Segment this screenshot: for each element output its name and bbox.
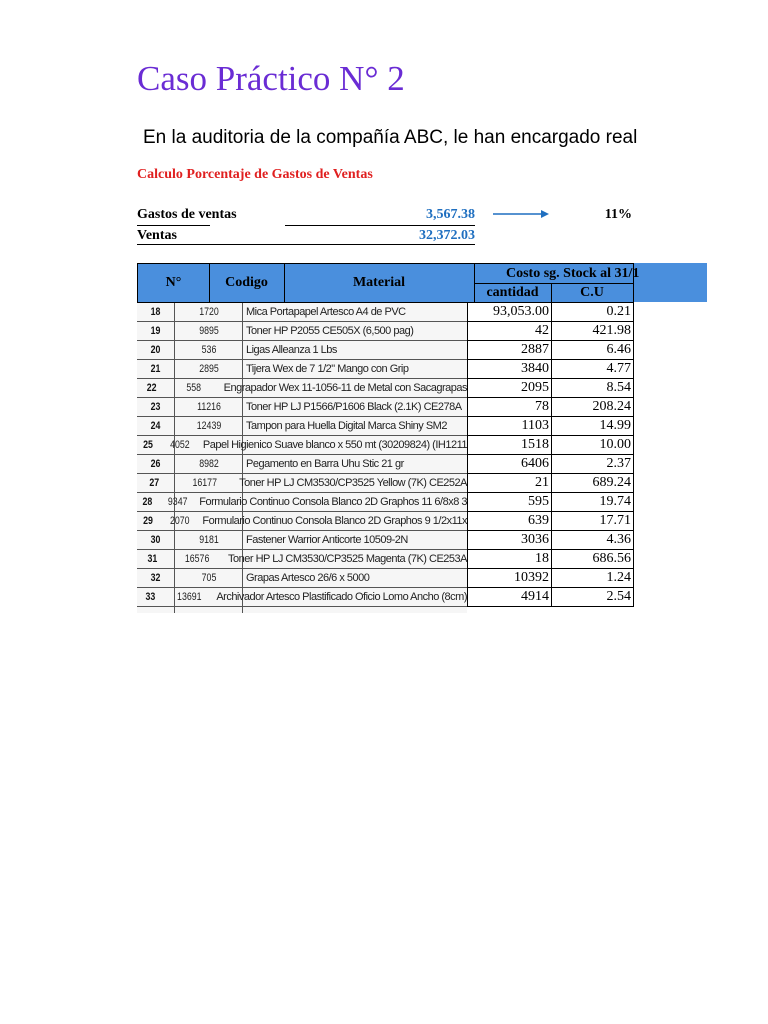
row-code: 9895 <box>199 325 219 337</box>
table-row-values <box>467 398 634 417</box>
row-code: 558 <box>186 382 202 394</box>
table-row <box>137 455 467 474</box>
gastos-value: 3,567.38 <box>426 207 475 222</box>
gastos-value-underline <box>285 225 475 226</box>
row-unit-cost: 0.21 <box>552 303 634 322</box>
row-quantity: 78 <box>467 398 552 417</box>
row-unit-cost: 208.24 <box>552 398 634 417</box>
row-unit-cost: 1.24 <box>552 569 634 588</box>
row-material: Toner HP LJ CM3530/CP3525 Yellow (7K) CE252A <box>239 477 467 489</box>
row-number: 19 <box>150 325 161 337</box>
table-row <box>137 398 467 417</box>
row-quantity: 4914 <box>467 588 552 607</box>
row-quantity: 93,053.00 <box>467 303 552 322</box>
table-row-values <box>467 493 634 512</box>
row-code: 536 <box>201 344 217 356</box>
arrow-right-icon <box>493 208 549 220</box>
row-quantity: 21 <box>467 474 552 493</box>
row-quantity: 42 <box>467 322 552 341</box>
row-number: 27 <box>149 477 160 489</box>
row-code: 705 <box>201 572 217 584</box>
ventas-label: Ventas <box>137 228 177 243</box>
row-quantity: 6406 <box>467 455 552 474</box>
row-material: Formulario Continuo Consola Blanco 2D Graphos 11 6/8x8 3 <box>199 496 467 508</box>
row-number: 31 <box>147 553 158 565</box>
row-number: 18 <box>150 306 161 318</box>
row-code: 12439 <box>196 420 222 432</box>
table-row <box>137 303 467 322</box>
row-material: Pegamento en Barra Uhu Stic 21 gr <box>246 458 404 470</box>
header-quantity: cantidad <box>474 283 552 303</box>
row-material: Formulario Continuo Consola Blanco 2D Graphos 9 1/2x11x <box>202 515 467 527</box>
row-code: 4052 <box>170 439 190 451</box>
row-number: 24 <box>150 420 161 432</box>
row-number: 28 <box>142 496 153 508</box>
row-number: 25 <box>143 439 153 451</box>
calculation-heading: Calculo Porcentaje de Gastos de Ventas <box>137 167 373 182</box>
ventas-underline <box>137 244 475 245</box>
row-code: 2895 <box>199 363 219 375</box>
row-unit-cost: 421.98 <box>552 322 634 341</box>
row-code: 1720 <box>199 306 219 318</box>
row-code: 9347 <box>167 496 188 508</box>
row-code: 11216 <box>197 401 221 413</box>
row-code: 9181 <box>199 534 219 546</box>
gastos-label: Gastos de ventas <box>137 207 237 222</box>
table-row <box>137 322 467 341</box>
row-unit-cost: 4.36 <box>552 531 634 550</box>
table-row-values <box>467 360 634 379</box>
table-row <box>137 360 467 379</box>
row-material: Engrapador Wex 11-1056-11 de Metal con Sacagrapas <box>223 382 467 394</box>
table-row-values <box>467 569 634 588</box>
table-row-values <box>467 455 634 474</box>
row-unit-cost: 14.99 <box>552 417 634 436</box>
row-unit-cost: 686.56 <box>552 550 634 569</box>
row-material: Toner HP LJ P1566/P1606 Black (2.1K) CE278A <box>246 401 462 413</box>
gastos-underline <box>137 225 210 226</box>
table-row <box>137 341 467 360</box>
table-row <box>137 474 467 493</box>
row-material: Archivador Artesco Plastificado Oficio Lomo Ancho (8cm) <box>216 591 467 603</box>
header-unit-cost: C.U <box>551 283 634 303</box>
row-code: 8982 <box>199 458 219 470</box>
row-material: Toner HP P2055 CE505X (6,500 pag) <box>246 325 414 337</box>
row-quantity: 639 <box>467 512 552 531</box>
row-material: Toner HP LJ CM3530/CP3525 Magenta (7K) CE253A <box>228 553 467 565</box>
row-quantity: 3036 <box>467 531 552 550</box>
row-unit-cost: 4.77 <box>552 360 634 379</box>
row-material: Tijera Wex de 7 1/2" Mango con Grip <box>246 363 409 375</box>
table-row-values <box>467 531 634 550</box>
row-unit-cost: 10.00 <box>552 436 634 455</box>
header-number: N° <box>137 263 210 303</box>
row-code: 16177 <box>192 477 217 489</box>
row-number: 20 <box>150 344 161 356</box>
table-row <box>137 493 467 512</box>
table-row-values <box>467 474 634 493</box>
table-row <box>137 569 467 588</box>
row-quantity: 2887 <box>467 341 552 360</box>
row-quantity: 10392 <box>467 569 552 588</box>
ventas-value: 32,372.03 <box>419 228 475 243</box>
row-number: 29 <box>143 515 153 527</box>
row-quantity: 2095 <box>467 379 552 398</box>
percentage-value: 11% <box>604 207 632 222</box>
header-material: Material <box>284 263 475 303</box>
row-material: Tampon para Huella Digital Marca Shiny SM2 <box>246 420 447 432</box>
table-row <box>137 512 467 531</box>
row-code: 16576 <box>184 553 210 565</box>
row-quantity: 595 <box>467 493 552 512</box>
row-number: 22 <box>146 382 157 394</box>
table-row <box>137 550 467 569</box>
row-unit-cost: 8.54 <box>552 379 634 398</box>
row-unit-cost: 2.54 <box>552 588 634 607</box>
row-material: Papel Higienico Suave blanco x 550 mt (30209824) (IH1211 <box>202 439 467 451</box>
row-unit-cost: 19.74 <box>552 493 634 512</box>
row-unit-cost: 17.71 <box>552 512 634 531</box>
row-quantity: 1103 <box>467 417 552 436</box>
row-unit-cost: 2.37 <box>552 455 634 474</box>
table-row <box>137 417 467 436</box>
row-material: Mica Portapapel Artesco A4 de PVC <box>246 306 406 318</box>
intro-text: En la auditoria de la compañía ABC, le han encargado real <box>143 127 638 148</box>
table-row <box>137 436 467 455</box>
row-code: 2070 <box>169 515 190 527</box>
row-number: 30 <box>150 534 161 546</box>
row-code: 13691 <box>176 591 202 603</box>
row-quantity: 1518 <box>467 436 552 455</box>
table-row-values <box>467 550 634 569</box>
table-row-values <box>467 436 634 455</box>
table-row-values <box>467 588 634 607</box>
table-row-values <box>467 303 634 322</box>
table-row <box>137 531 467 550</box>
header-code: Codigo <box>209 263 285 303</box>
header-cost-group: Costo sg. Stock al 31/1 <box>474 263 634 284</box>
table-row <box>137 588 467 607</box>
row-number: 21 <box>150 363 161 375</box>
table-row-values <box>467 512 634 531</box>
table-row-values <box>467 417 634 436</box>
row-unit-cost: 689.24 <box>552 474 634 493</box>
row-quantity: 18 <box>467 550 552 569</box>
row-material: Grapas Artesco 26/6 x 5000 <box>246 572 370 584</box>
table-row-values <box>467 341 634 360</box>
row-number: 32 <box>150 572 161 584</box>
row-quantity: 3840 <box>467 360 552 379</box>
table-row-values <box>467 379 634 398</box>
row-number: 26 <box>150 458 161 470</box>
row-number: 23 <box>150 401 161 413</box>
page-title: Caso Práctico N° 2 <box>137 59 405 98</box>
row-material: Fastener Warrior Anticorte 10509-2N <box>246 534 408 546</box>
table-row <box>137 379 467 398</box>
row-material: Ligas Alleanza 1 Lbs <box>246 344 337 356</box>
row-number: 33 <box>145 591 156 603</box>
row-unit-cost: 6.46 <box>552 341 634 360</box>
table-row-values <box>467 322 634 341</box>
